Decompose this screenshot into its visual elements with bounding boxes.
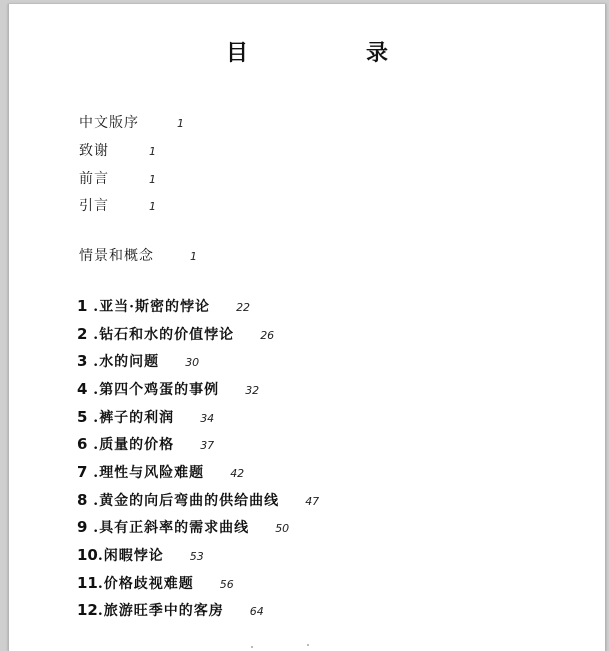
toc-chapter-11[interactable]: 11.价格歧视难题 56 [77,574,234,592]
chapter-number: 11 [77,574,98,592]
chapter-number: 3 [77,352,88,370]
toc-entry-introduction[interactable] [79,195,156,215]
toc-entry-page: 1 [190,250,197,263]
chapter-title: 亚当·斯密的悖论 [99,299,211,315]
toc-chapter-9[interactable]: 9 .具有正斜率的需求曲线 50 [77,518,290,536]
toc-chapter-12[interactable]: 12.旅游旺季中的客房 64 [77,601,264,619]
chapter-number: 9 [77,518,88,536]
chapter-page: 30 [185,356,200,369]
chapter-page: 34 [200,412,215,425]
chapter-number: 1 [77,297,88,315]
toc-entry-label: 引言 [79,198,109,214]
toc-chapter-7[interactable]: 7 .理性与风险难题 42 [77,463,245,481]
toc-entry-foreword[interactable] [79,168,156,188]
toc-chapter-2[interactable]: 2 .钻石和水的价值悖论 26 [77,325,275,343]
toc-chapter-6[interactable]: 6 .质量的价格 37 [77,435,215,453]
chapter-title: 第四个鸡蛋的事例 [99,382,220,398]
toc-chapter-8[interactable]: 8 .黄金的向后弯曲的供给曲线 47 [77,491,320,509]
toc-chapter-1[interactable]: 1 .亚当·斯密的悖论 22 [77,297,251,315]
chapter-title: 钻石和水的价值悖论 [99,327,235,343]
chapter-number: 7 [77,463,88,481]
toc-title: 目 录 [225,41,436,66]
toc-entry-label: 中文版序 [79,115,139,131]
chapter-page: 37 [200,439,215,452]
toc-entry-page: 1 [149,145,156,158]
toc-entry-page: 1 [177,117,184,130]
chapter-page: 64 [249,605,264,618]
chapter-number: 6 [77,435,88,453]
chapter-title: 闲暇悖论 [103,548,164,564]
chapter-title: 裤子的利润 [99,410,175,426]
chapter-title: 具有正斜率的需求曲线 [99,520,250,536]
scan-speck [307,644,309,646]
chapter-title: 黄金的向后弯曲的供给曲线 [99,493,280,509]
chapter-page: 22 [236,301,251,314]
toc-chapter-10[interactable]: 10.闲暇悖论 53 [77,546,204,564]
toc-entry-preface-cn[interactable] [79,112,184,132]
toc-entry-label: 前言 [79,171,109,187]
chapter-title: 价格歧视难题 [103,576,194,592]
chapter-number: 12 [77,601,98,619]
scan-speck [251,646,253,648]
toc-entry-label: 致谢 [79,143,109,159]
chapter-title: 水的问题 [99,354,160,370]
document-page [8,4,606,651]
toc-chapter-3[interactable]: 3 .水的问题 30 [77,352,200,370]
chapter-title: 质量的价格 [99,437,175,453]
toc-entry-acknowledgements[interactable] [79,140,156,160]
chapter-number: 8 [77,491,88,509]
chapter-page: 50 [275,522,290,535]
chapter-page: 26 [260,329,275,342]
chapter-title: 理性与风险难题 [99,465,205,481]
chapter-page: 56 [219,578,234,591]
chapter-number: 10 [77,546,98,564]
chapter-page: 32 [245,384,260,397]
toc-chapter-5[interactable]: 5 .裤子的利润 34 [77,408,215,426]
chapter-page: 42 [230,467,245,480]
toc-entry-page: 1 [149,200,156,213]
chapter-number: 5 [77,408,88,426]
chapter-number: 2 [77,325,88,343]
chapter-title: 旅游旺季中的客房 [103,603,224,619]
chapter-number: 4 [77,380,88,398]
chapter-page: 47 [305,495,320,508]
toc-entry-label: 情景和概念 [79,248,154,264]
chapter-page: 53 [189,550,204,563]
toc-entry-page: 1 [149,173,156,186]
toc-chapter-4[interactable]: 4 .第四个鸡蛋的事例 32 [77,380,260,398]
toc-entry-scenarios-concepts[interactable] [79,245,197,265]
